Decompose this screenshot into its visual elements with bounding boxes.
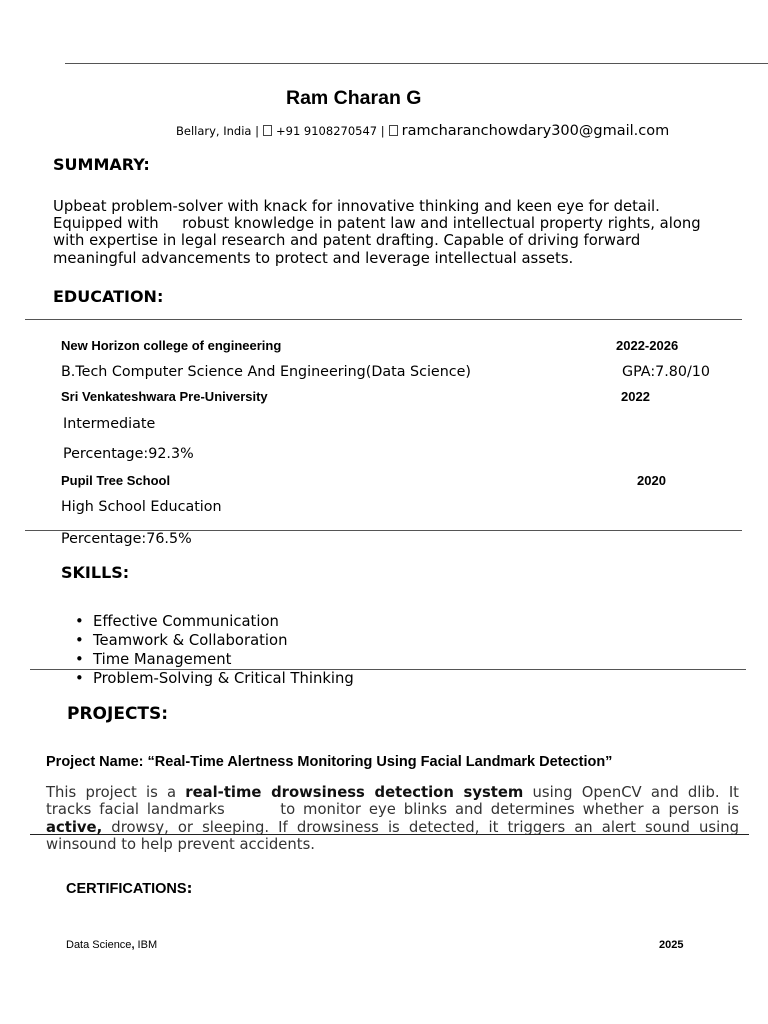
skill-label: Problem-Solving & Critical Thinking [93, 670, 354, 687]
comma: , [131, 939, 135, 951]
contact-line [176, 123, 669, 139]
phone-number[interactable]: +91 9108270547 [276, 124, 378, 138]
education-institution: Sri Venkateshwara Pre-University [61, 389, 268, 404]
list-item [75, 650, 354, 669]
summary-line: Upbeat problem-solver with knack for innovative thinking and keen eye for detail. [53, 198, 660, 215]
certification-year: 2025 [659, 939, 684, 951]
text-run: This project is a [46, 784, 186, 801]
project-line: tracks facial landmarks to monitor eye blinks and determines whether a person is [46, 801, 739, 819]
certifications-divider [30, 834, 749, 835]
separator: | [380, 124, 385, 138]
bullet: • [75, 651, 84, 668]
education-divider [25, 319, 742, 320]
certification-name: Data Science [66, 939, 132, 951]
summary-text [53, 198, 743, 267]
bullet: • [75, 632, 84, 649]
summary-heading: SUMMARY: [53, 155, 150, 174]
project-description [46, 784, 739, 853]
skill-label: Time Management [93, 651, 232, 668]
certification-issuer: IBM [134, 939, 158, 951]
education-degree: Intermediate [63, 416, 156, 432]
top-divider [65, 63, 768, 64]
education-degree: B.Tech Computer Science And Engineering(Data Science) [61, 364, 472, 380]
education-score: GPA:7.80/10 [622, 364, 710, 380]
education-year: 2022-2026 [616, 338, 679, 353]
candidate-name: Ram Charan G [286, 87, 422, 109]
email-icon [389, 125, 398, 136]
skills-heading: SKILLS: [61, 563, 130, 582]
separator: | [255, 124, 259, 138]
summary-line: Equipped with robust knowledge in patent law and intellectual property rights, along [53, 215, 701, 233]
bullet: • [75, 613, 84, 630]
education-institution: Pupil Tree School [61, 473, 171, 488]
highlight: active, [46, 818, 103, 836]
projects-divider [30, 669, 746, 670]
education-year: 2020 [637, 473, 666, 488]
projects-heading: PROJECTS: [67, 704, 169, 724]
summary-line: meaningful advancements to protect and leverage intellectual assets. [53, 249, 574, 267]
text-run: using OpenCV and dlib. It [523, 784, 739, 801]
skill-label: Effective Communication [93, 613, 279, 630]
certification-item [66, 939, 157, 951]
project-line: winsound to help prevent accidents. [46, 835, 315, 853]
certifications-heading [66, 881, 192, 897]
list-item [75, 631, 354, 650]
skills-list [75, 612, 354, 688]
email-address[interactable]: ramcharanchowdary300@gmail.com [401, 123, 670, 139]
certifications-title: CERTIFICATIONS [66, 881, 187, 897]
project-title: Project Name: “Real-Time Alertness Monitoring Using Facial Landmark Detection” [46, 754, 613, 770]
bullet: • [75, 670, 84, 687]
highlight: real-time drowsiness detection system [185, 784, 524, 801]
heading-colon: : [186, 881, 193, 897]
education-heading: EDUCATION: [53, 287, 164, 306]
summary-line: with expertise in legal research and patent drafting. Capable of driving forward [53, 232, 641, 250]
education-institution: New Horizon college of engineering [61, 338, 282, 353]
list-item [75, 612, 354, 631]
project-line [46, 784, 739, 801]
text-run: drowsy, or sleeping. If drowsiness is detected, it triggers an alert sound using [102, 818, 739, 836]
list-item [75, 669, 354, 688]
education-score: Percentage:76.5% [61, 531, 192, 547]
skill-label: Teamwork & Collaboration [93, 632, 288, 649]
education-year: 2022 [621, 389, 650, 404]
phone-icon [263, 125, 272, 136]
education-degree: High School Education [61, 499, 222, 515]
location: Bellary, India [176, 124, 252, 138]
education-score: Percentage:92.3% [63, 446, 194, 462]
